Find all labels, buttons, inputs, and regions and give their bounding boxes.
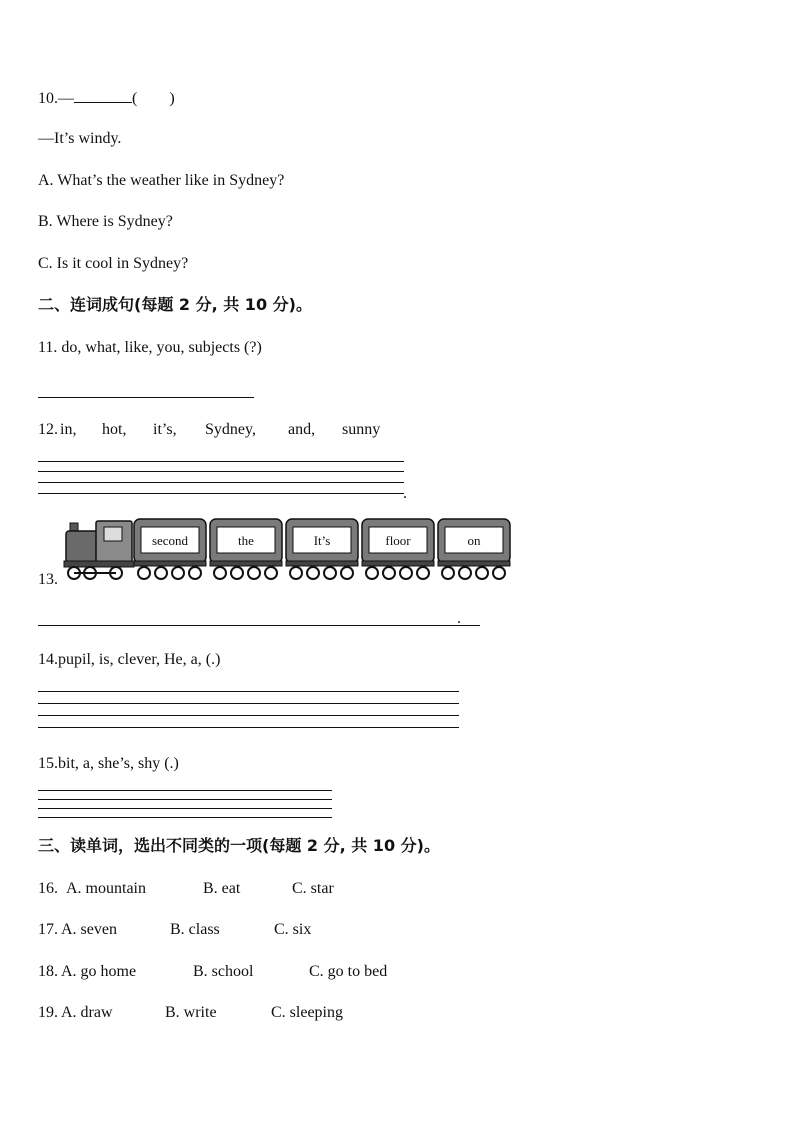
answer-paren[interactable]: ( ) — [132, 90, 175, 107]
answer-line[interactable] — [38, 808, 332, 809]
car-word: It’s — [313, 533, 331, 548]
wheel-icon — [459, 567, 471, 579]
word-chip: and, — [288, 421, 316, 438]
answer-blank[interactable] — [74, 88, 132, 103]
wheel-icon — [172, 567, 184, 579]
answer-line[interactable] — [38, 790, 332, 791]
question-19-number: 19. — [38, 1004, 58, 1021]
answer-line[interactable] — [38, 799, 332, 800]
choice-a[interactable]: A. go home — [61, 963, 137, 980]
answer-line[interactable] — [38, 493, 404, 494]
choice-c[interactable]: C. six — [274, 921, 312, 938]
answer-line[interactable] — [38, 703, 459, 704]
question-14: 14.pupil, is, clever, He, a, (.) — [38, 651, 221, 668]
choice-b[interactable]: B. school — [193, 963, 254, 980]
choice-a[interactable]: A. mountain — [66, 880, 146, 897]
choice-b[interactable]: B. class — [170, 921, 220, 938]
section-2-heading: 二、连词成句(每题 2 分, 共 10 分)。 — [38, 295, 312, 314]
question-number: 10. — [38, 90, 58, 107]
wheel-icon — [265, 567, 277, 579]
word-chip: in, — [60, 421, 77, 438]
option-b: B. Where is Sydney? — [38, 213, 173, 230]
train-car[interactable] — [286, 519, 358, 579]
word-chip: hot, — [102, 421, 127, 438]
question-10-prompt — [38, 88, 175, 109]
answer-line[interactable] — [38, 461, 404, 462]
wheel-icon — [248, 567, 260, 579]
word-chip: sunny — [342, 421, 381, 438]
wheel-icon — [214, 567, 226, 579]
locomotive-icon — [64, 521, 134, 579]
answer-line[interactable] — [38, 715, 459, 716]
choice-c[interactable]: C. star — [292, 880, 334, 897]
question-17-number: 17. — [38, 921, 58, 938]
answer-line[interactable] — [38, 397, 254, 398]
car-word: the — [238, 533, 254, 548]
train-car[interactable] — [438, 519, 510, 579]
answer-line[interactable] — [38, 471, 404, 472]
end-mark: . — [403, 485, 407, 502]
choice-b[interactable]: B. write — [165, 1004, 217, 1021]
question-11: 11. do, what, like, you, subjects (?) — [38, 339, 262, 356]
choice-a[interactable]: A. seven — [61, 921, 117, 938]
wheel-icon — [366, 567, 378, 579]
wheel-icon — [290, 567, 302, 579]
answer-line[interactable] — [38, 625, 480, 626]
wheel-icon — [417, 567, 429, 579]
wheel-icon — [231, 567, 243, 579]
train-car[interactable] — [134, 519, 206, 579]
question-12-number: 12. — [38, 421, 58, 438]
choice-c[interactable]: C. sleeping — [271, 1004, 343, 1021]
question-10-reply: —It’s windy. — [38, 130, 122, 147]
wheel-icon — [307, 567, 319, 579]
wheel-icon — [442, 567, 454, 579]
wheel-icon — [493, 567, 505, 579]
train-car[interactable] — [210, 519, 282, 579]
wheel-icon — [324, 567, 336, 579]
question-15: 15.bit, a, she’s, shy (.) — [38, 755, 179, 772]
car-word: floor — [385, 533, 411, 548]
dash: — — [58, 90, 74, 107]
train-car[interactable] — [362, 519, 434, 579]
question-13-number: 13. — [38, 571, 58, 588]
option-c: C. Is it cool in Sydney? — [38, 255, 189, 272]
train-image — [60, 515, 520, 583]
wheel-icon — [400, 567, 412, 579]
section-3-heading: 三、读单词，选出不同类的一项(每题 2 分, 共 10 分)。 — [38, 836, 440, 855]
question-16-number: 16. — [38, 880, 58, 897]
end-mark: . — [457, 610, 461, 627]
wheel-icon — [476, 567, 488, 579]
wheel-icon — [189, 567, 201, 579]
car-word: on — [467, 533, 481, 548]
wheel-icon — [155, 567, 167, 579]
answer-line[interactable] — [38, 727, 459, 728]
answer-line[interactable] — [38, 817, 332, 818]
wheel-icon — [383, 567, 395, 579]
answer-line[interactable] — [38, 691, 459, 692]
word-chip: Sydney, — [205, 421, 256, 438]
choice-c[interactable]: C. go to bed — [309, 963, 388, 980]
option-a: A. What’s the weather like in Sydney? — [38, 172, 285, 189]
choice-a[interactable]: A. draw — [61, 1004, 113, 1021]
answer-line[interactable] — [38, 482, 404, 483]
wheel-icon — [138, 567, 150, 579]
wheel-icon — [341, 567, 353, 579]
question-18-number: 18. — [38, 963, 58, 980]
choice-b[interactable]: B. eat — [203, 880, 241, 897]
car-word: second — [151, 533, 189, 548]
word-chip: it’s, — [153, 421, 177, 438]
